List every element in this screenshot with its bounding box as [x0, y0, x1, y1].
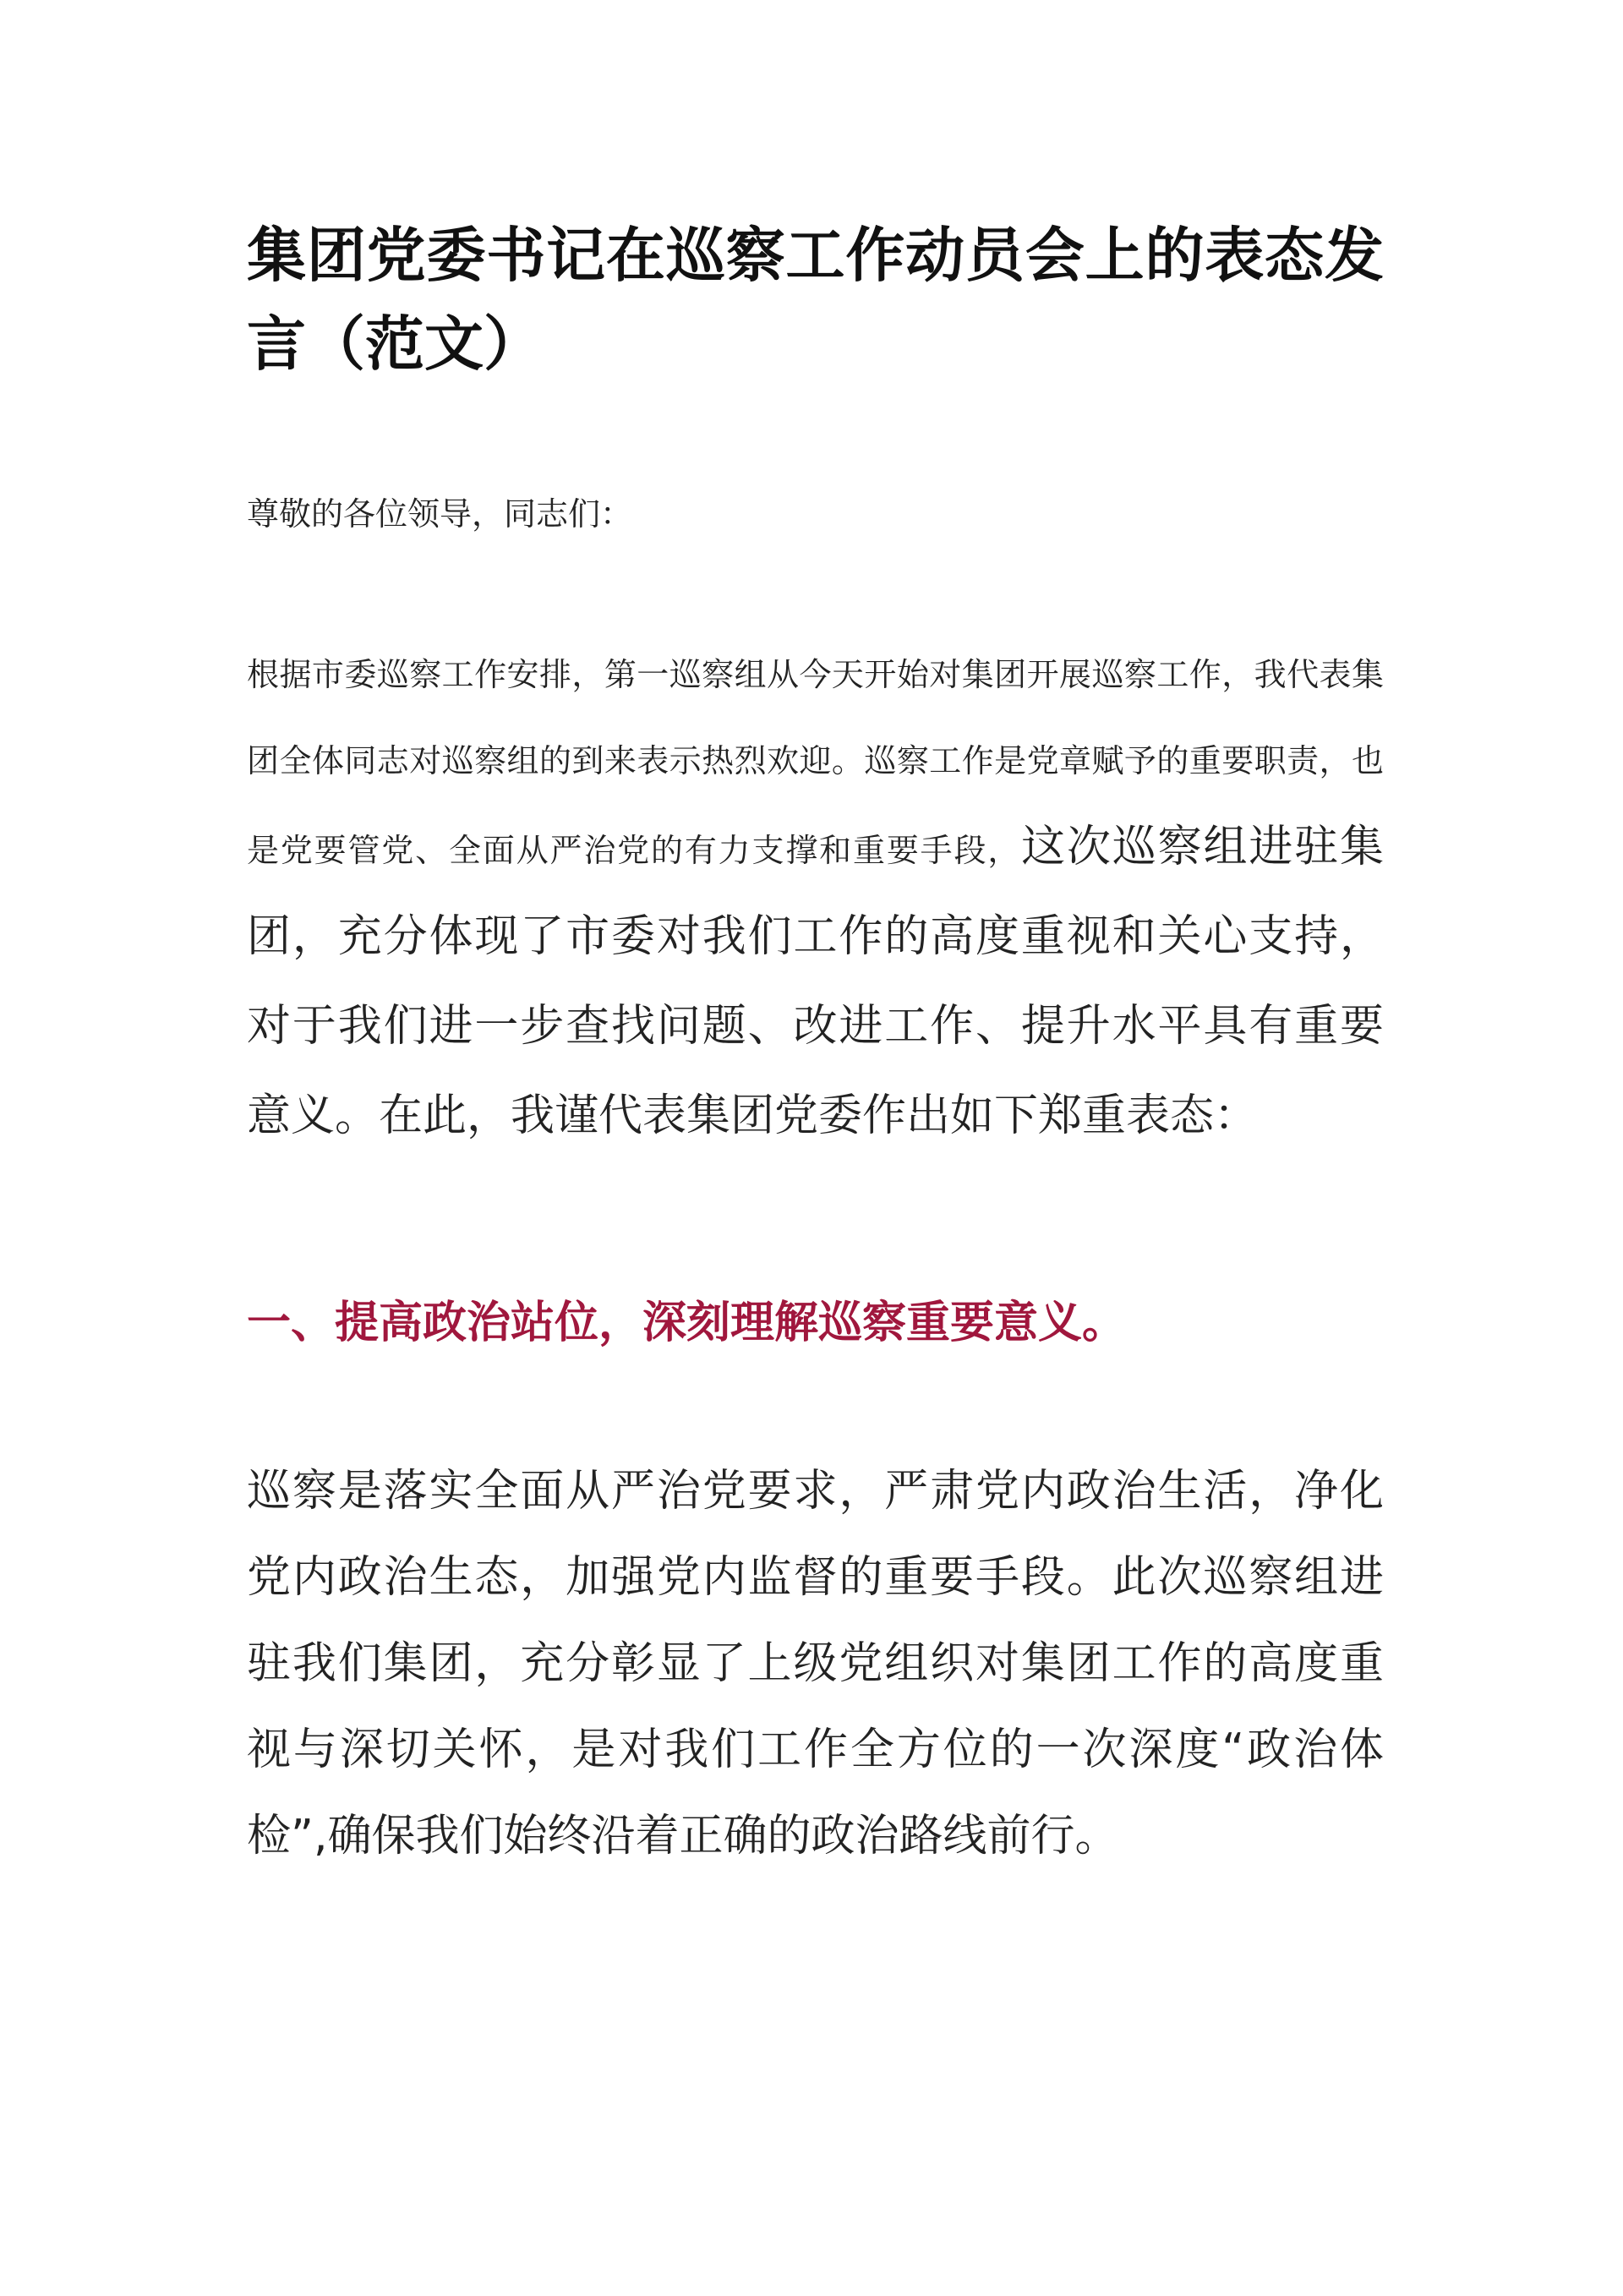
intro-text-large: 这次巡察组进驻集团，充分体现了市委对我们工作的高度重视和关心支持，对于我们进一步查找问题、改进工作、提升水平具有重要意义。在此，我谨代表集团党委作出如下郑重表态：: [247, 822, 1384, 1141]
document-page: [247, 211, 1384, 1861]
section-heading-1: 一、提高政治站位，深刻理解巡察重要意义。: [247, 1298, 1127, 1348]
intro-paragraph: [247, 631, 1384, 1162]
intro-text-small: 根据市委巡察工作安排，第一巡察组从今天开始对集团开展巡察工作，我代表集团全体同志对巡察组的到来表示热烈欢迎。巡察工作是党章赋予的重要职责，也是党要管党、全面从严治党的有力支撑和重要手段，: [247, 656, 1384, 869]
greeting: 尊敬的各位领导，同志们：: [247, 495, 633, 533]
document-title: 集团党委书记在巡察工作动员会上的表态发言（范文）: [247, 221, 1384, 379]
section-1-paragraph: 巡察是落实全面从严治党要求，严肃党内政治生活，净化党内政治生态，加强党内监督的重要手段。此次巡察组进驻我们集团，充分彰显了上级党组织对集团工作的高度重视与深切关怀，是对我们工作全方位的一次深度“政治体检”,确保我们始终沿着正确的政治路线前行。: [247, 1466, 1384, 1861]
